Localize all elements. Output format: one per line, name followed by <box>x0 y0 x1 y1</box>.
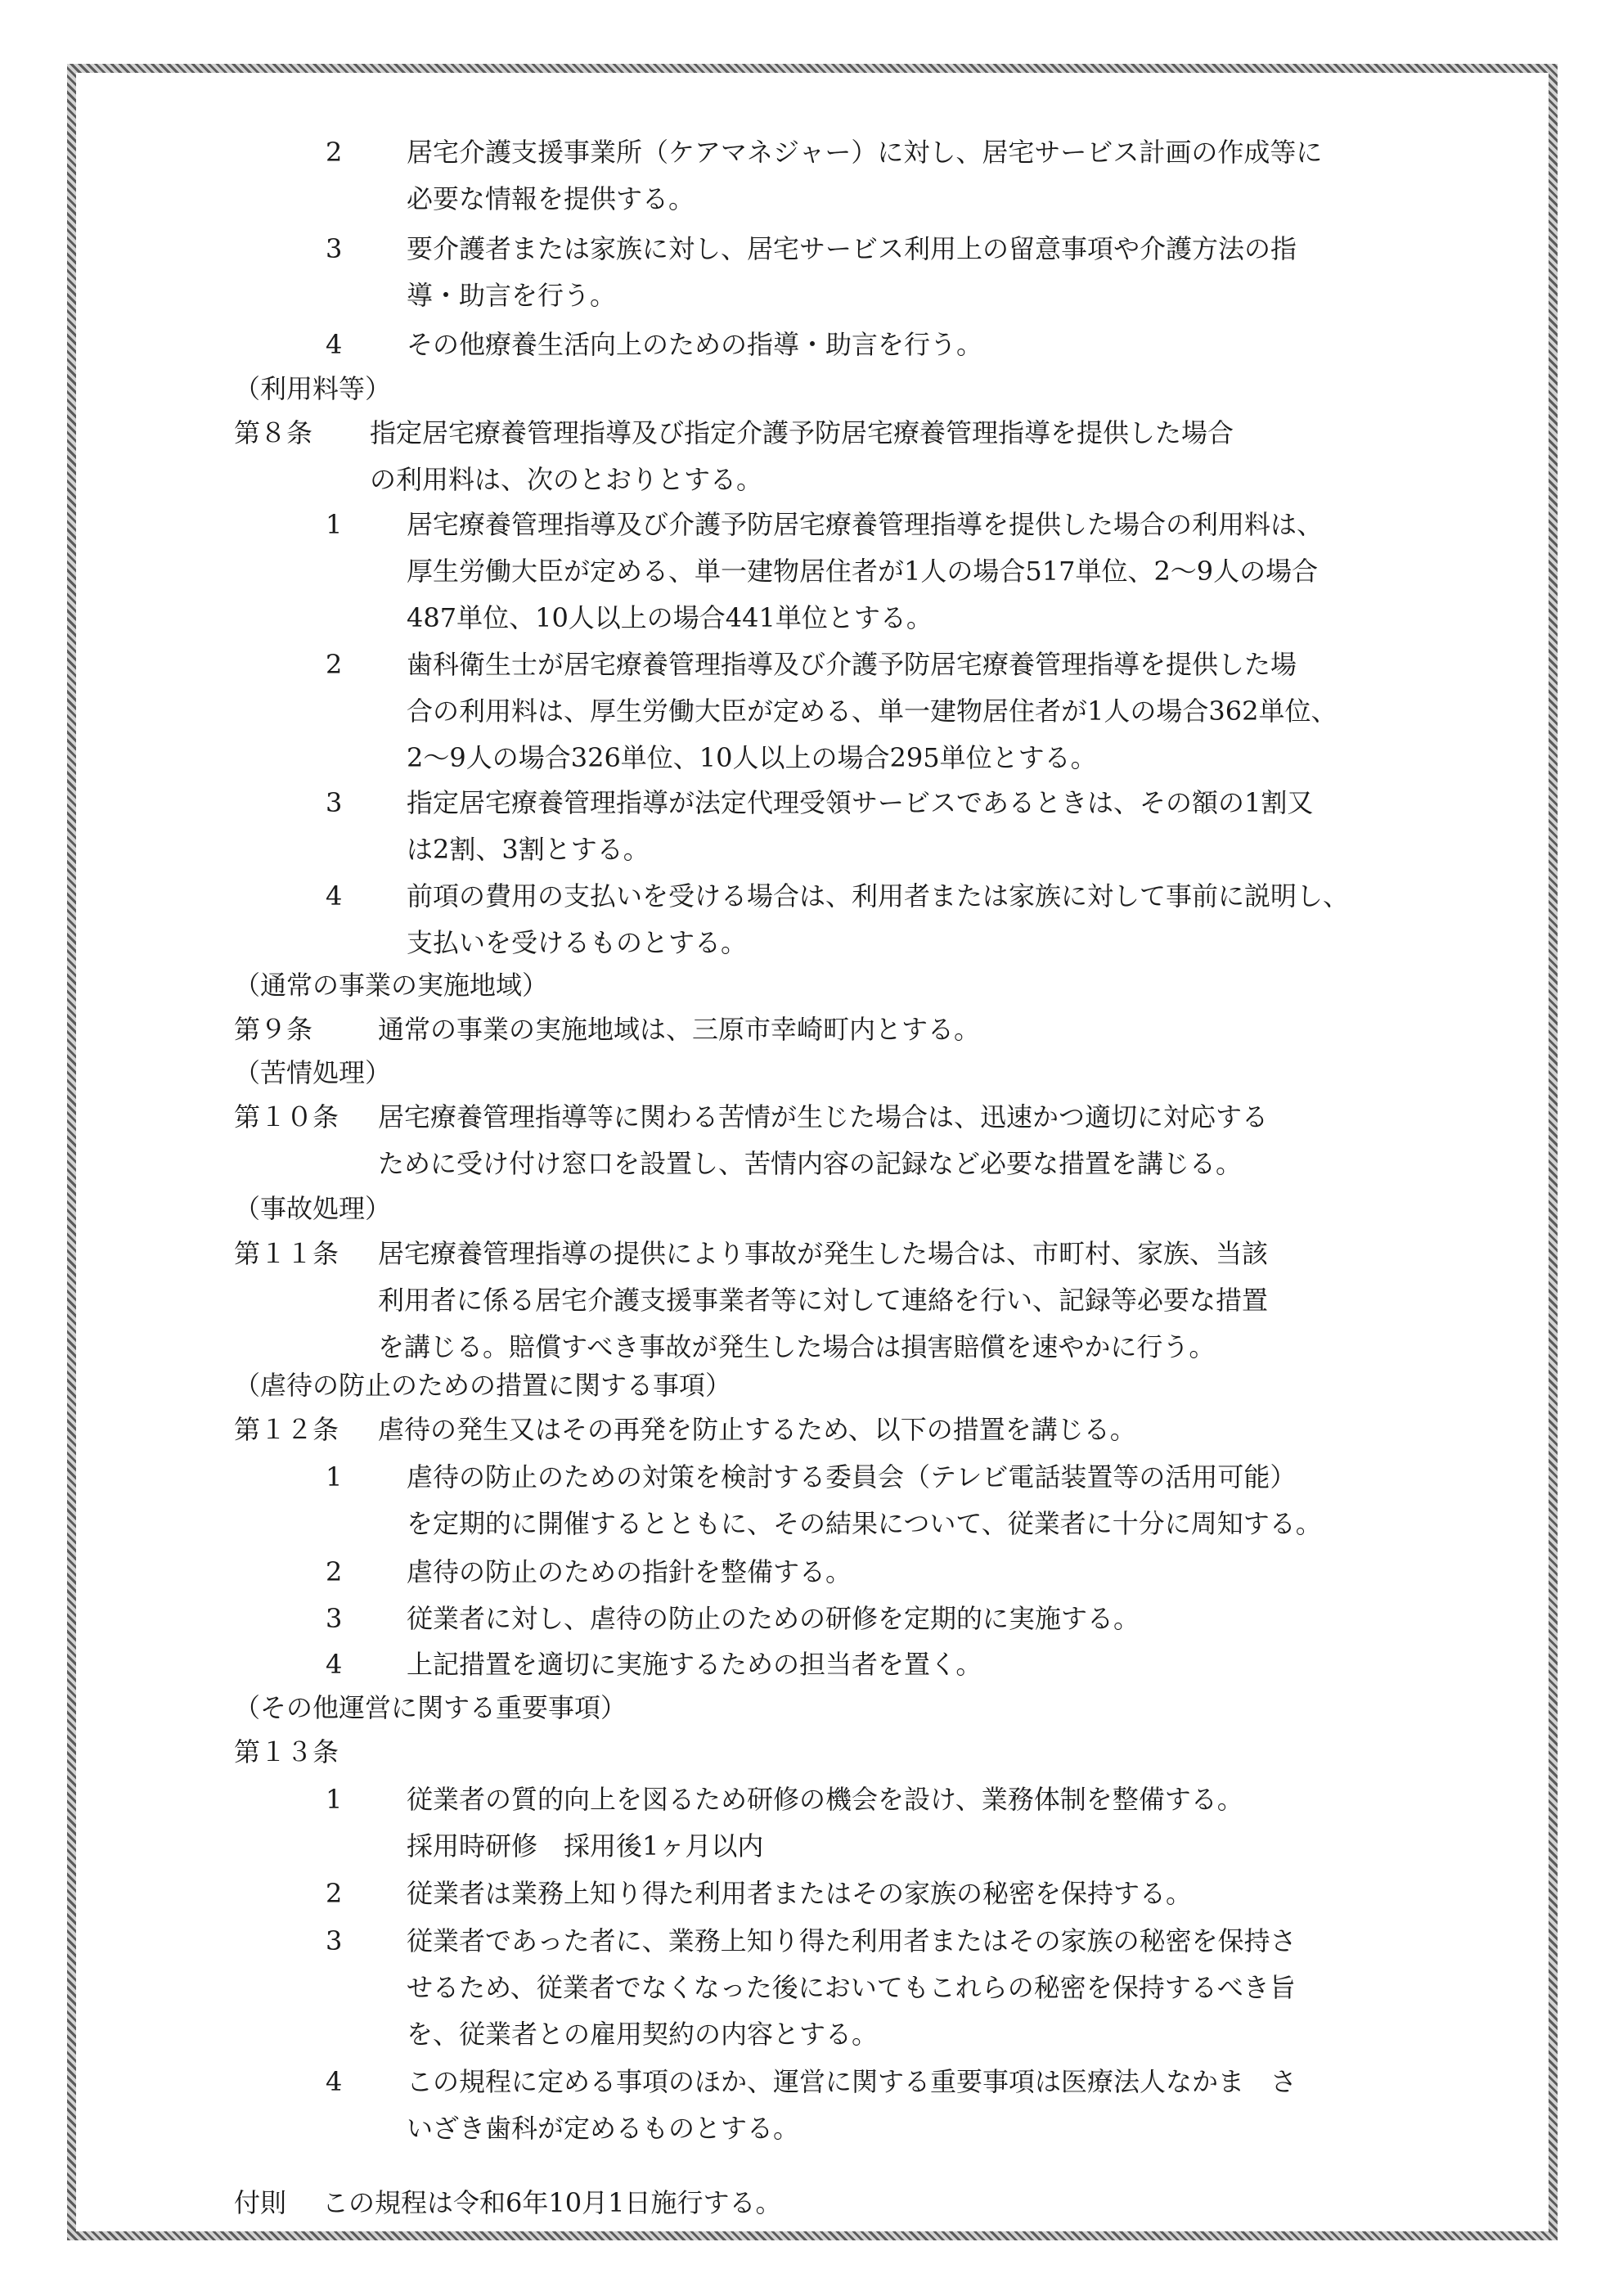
article-11-heading: （事故処理） <box>234 1193 392 1224</box>
item-text: 上記措置を適切に実施するための担当者を置く。 <box>407 1649 982 1680</box>
article-8-text: 指定居宅療養管理指導及び指定介護予防居宅療養管理指導を提供した場合 <box>370 417 1234 448</box>
article-9-text: 通常の事業の実施地域は、三原市幸崎町内とする。 <box>378 1014 981 1045</box>
article-9-heading: （通常の事業の実施地域） <box>234 970 549 1001</box>
item-number: 3 <box>326 1603 343 1634</box>
article-12-heading: （虐待の防止のための措置に関する事項） <box>234 1370 732 1401</box>
item-number: 1 <box>326 509 343 540</box>
item-text: は2割、3割とする。 <box>407 834 650 865</box>
item-number: 1 <box>326 1461 343 1492</box>
item-text: 歯科衛生士が居宅療養管理指導及び介護予防居宅療養管理指導を提供した場 <box>407 649 1297 680</box>
item-number: 4 <box>326 1649 343 1680</box>
article-8-label: 第８条 <box>234 417 313 448</box>
item-text: 前項の費用の支払いを受ける場合は、利用者または家族に対して事前に説明し、 <box>407 880 1350 912</box>
item-text: 要介護者または家族に対し、居宅サービス利用上の留意事項や介護方法の指 <box>407 233 1297 264</box>
article-13-heading: （その他運営に関する重要事項） <box>234 1692 627 1723</box>
article-10-heading: （苦情処理） <box>234 1057 392 1088</box>
item-number: 1 <box>326 1784 343 1815</box>
item-text: 虐待の防止のための指針を整備する。 <box>407 1556 852 1587</box>
supplement-text: この規程は令和6年10月1日施行する。 <box>322 2187 782 2218</box>
item-text: 従業者に対し、虐待の防止のための研修を定期的に実施する。 <box>407 1603 1140 1634</box>
item-number: 4 <box>326 329 343 360</box>
item-number: 3 <box>326 233 343 264</box>
item-text: 487単位、10人以上の場合441単位とする。 <box>407 602 933 633</box>
item-text: を定期的に開催するとともに、その結果について、従業者に十分に周知する。 <box>407 1508 1322 1539</box>
item-text: この規程に定める事項のほか、運営に関する重要事項は医療法人なかま さ <box>407 2066 1297 2097</box>
item-text: 居宅介護支援事業所（ケアマネジャー）に対し、居宅サービス計画の作成等に <box>407 137 1323 168</box>
article-11-text: を講じる。賠償すべき事故が発生した場合は損害賠償を速やかに行う。 <box>378 1331 1216 1362</box>
item-text: 従業者であった者に、業務上知り得た利用者またはその家族の秘密を保持さ <box>407 1925 1297 1956</box>
item-text: せるため、従業者でなくなった後においてもこれらの秘密を保持するべき旨 <box>407 1972 1296 2003</box>
item-number: 2 <box>326 1878 343 1909</box>
item-text: 合の利用料は、厚生労働大臣が定める、単一建物居住者が1人の場合362単位、 <box>407 696 1338 727</box>
item-text: 居宅療養管理指導及び介護予防居宅療養管理指導を提供した場合の利用料は、 <box>407 509 1324 540</box>
article-11-label: 第１１条 <box>234 1238 339 1269</box>
item-number: 3 <box>326 787 343 818</box>
item-number: 4 <box>326 880 343 912</box>
article-12-label: 第１２条 <box>234 1414 339 1445</box>
article-13-label: 第１３条 <box>234 1736 339 1767</box>
item-text: 支払いを受けるものとする。 <box>407 927 748 958</box>
article-8-text: の利用料は、次のとおりとする。 <box>370 464 763 495</box>
item-text: 採用時研修 採用後1ヶ月以内 <box>407 1830 764 1862</box>
item-number: 3 <box>326 1925 343 1956</box>
item-text: 必要な情報を提供する。 <box>407 183 695 214</box>
item-number: 4 <box>326 2066 343 2097</box>
article-10-text: 居宅療養管理指導等に関わる苦情が生じた場合は、迅速かつ適切に対応する <box>378 1101 1269 1132</box>
article-11-text: 居宅療養管理指導の提供により事故が発生した場合は、市町村、家族、当該 <box>378 1238 1269 1269</box>
item-text: いざき歯科が定めるものとする。 <box>407 2113 800 2144</box>
article-12-text: 虐待の発生又はその再発を防止するため、以下の措置を講じる。 <box>378 1414 1136 1445</box>
item-text: その他療養生活向上のための指導・助言を行う。 <box>407 329 983 360</box>
article-11-text: 利用者に係る居宅介護支援事業者等に対して連絡を行い、記録等必要な措置 <box>378 1285 1269 1316</box>
item-text: 導・助言を行う。 <box>407 280 617 311</box>
item-text: 従業者は業務上知り得た利用者またはその家族の秘密を保持する。 <box>407 1878 1193 1909</box>
item-number: 2 <box>326 137 343 168</box>
item-number: 2 <box>326 1556 343 1587</box>
supplement-label: 付則 <box>234 2187 287 2218</box>
article-10-text: ために受け付け窓口を設置し、苦情内容の記録など必要な措置を講じる。 <box>378 1148 1243 1179</box>
item-number: 2 <box>326 649 343 680</box>
item-text: を、従業者との雇用契約の内容とする。 <box>407 2019 879 2050</box>
item-text: 従業者の質的向上を図るため研修の機会を設け、業務体制を整備する。 <box>407 1784 1243 1815</box>
item-text: 2〜9人の場合326単位、10人以上の場合295単位とする。 <box>407 742 1097 773</box>
article-10-label: 第１０条 <box>234 1101 339 1132</box>
item-text: 虐待の防止のための対策を検討する委員会（テレビ電話装置等の活用可能） <box>407 1461 1297 1492</box>
item-text: 指定居宅療養管理指導が法定代理受領サービスであるときは、その額の1割又 <box>407 787 1314 818</box>
item-text: 厚生労働大臣が定める、単一建物居住者が1人の場合517単位、2〜9人の場合 <box>407 556 1319 587</box>
article-9-label: 第９条 <box>234 1014 313 1045</box>
article-8-heading: （利用料等） <box>234 373 392 404</box>
